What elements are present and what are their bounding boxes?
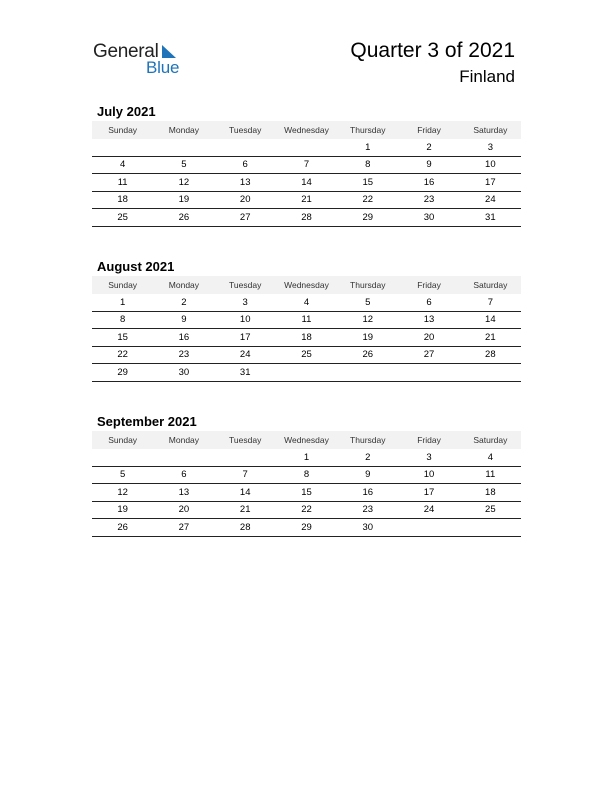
day-cell — [215, 449, 276, 466]
day-cell: 11 — [460, 466, 521, 484]
day-cell — [153, 139, 214, 156]
day-cell: 11 — [92, 174, 153, 192]
day-cell: 13 — [398, 311, 459, 329]
weekday-header: Monday — [153, 276, 214, 294]
weekday-header: Saturday — [460, 276, 521, 294]
country-name: Finland — [459, 67, 515, 86]
weekday-header: Tuesday — [215, 276, 276, 294]
day-cell: 19 — [92, 501, 153, 519]
day-cell: 17 — [398, 484, 459, 502]
week-row — [92, 519, 521, 537]
day-cell: 1 — [92, 294, 153, 311]
day-cell: 13 — [215, 174, 276, 192]
generalblue-logo — [93, 41, 193, 77]
calendar-table — [92, 276, 521, 382]
week-row — [92, 364, 521, 382]
day-cell: 6 — [398, 294, 459, 311]
week-row — [92, 191, 521, 209]
day-cell: 25 — [460, 501, 521, 519]
day-cell: 28 — [276, 209, 337, 227]
weekday-header: Monday — [153, 121, 214, 139]
week-row — [92, 311, 521, 329]
day-cell: 10 — [460, 156, 521, 174]
day-cell: 9 — [153, 311, 214, 329]
day-cell: 10 — [398, 466, 459, 484]
day-cell: 26 — [92, 519, 153, 537]
day-cell: 20 — [215, 191, 276, 209]
weekday-header-row — [92, 121, 521, 139]
day-cell: 2 — [153, 294, 214, 311]
weekday-header: Thursday — [337, 431, 398, 449]
day-cell — [276, 364, 337, 382]
day-cell: 20 — [398, 329, 459, 347]
day-cell — [92, 139, 153, 156]
day-cell: 12 — [337, 311, 398, 329]
weekday-header: Tuesday — [215, 121, 276, 139]
page-title: Quarter 3 of 2021 — [350, 39, 515, 62]
week-row — [92, 466, 521, 484]
weekday-header: Sunday — [92, 431, 153, 449]
day-cell — [153, 449, 214, 466]
weekday-header: Friday — [398, 431, 459, 449]
day-cell: 18 — [92, 191, 153, 209]
day-cell: 23 — [398, 191, 459, 209]
day-cell: 14 — [460, 311, 521, 329]
day-cell: 9 — [398, 156, 459, 174]
weekday-header: Friday — [398, 121, 459, 139]
day-cell: 3 — [460, 139, 521, 156]
week-row — [92, 156, 521, 174]
day-cell: 25 — [92, 209, 153, 227]
month-title: July 2021 — [97, 104, 156, 119]
day-cell: 14 — [215, 484, 276, 502]
day-cell: 10 — [215, 311, 276, 329]
day-cell: 30 — [398, 209, 459, 227]
day-cell: 13 — [153, 484, 214, 502]
day-cell — [337, 364, 398, 382]
day-cell: 21 — [215, 501, 276, 519]
day-cell: 7 — [215, 466, 276, 484]
day-cell: 29 — [276, 519, 337, 537]
day-cell: 31 — [460, 209, 521, 227]
day-cell: 1 — [337, 139, 398, 156]
weekday-header: Friday — [398, 276, 459, 294]
day-cell: 26 — [337, 346, 398, 364]
week-row — [92, 209, 521, 227]
day-cell: 6 — [215, 156, 276, 174]
day-cell: 5 — [92, 466, 153, 484]
day-cell: 29 — [92, 364, 153, 382]
day-cell: 22 — [92, 346, 153, 364]
day-cell: 3 — [215, 294, 276, 311]
week-row — [92, 329, 521, 347]
day-cell: 26 — [153, 209, 214, 227]
day-cell: 27 — [398, 346, 459, 364]
calendar-table — [92, 431, 521, 537]
day-cell: 27 — [153, 519, 214, 537]
weekday-header: Sunday — [92, 121, 153, 139]
day-cell: 15 — [337, 174, 398, 192]
day-cell: 12 — [92, 484, 153, 502]
day-cell — [276, 139, 337, 156]
day-cell: 16 — [337, 484, 398, 502]
day-cell: 16 — [398, 174, 459, 192]
weekday-header: Thursday — [337, 276, 398, 294]
day-cell — [215, 139, 276, 156]
weekday-header-row — [92, 276, 521, 294]
day-cell — [398, 519, 459, 537]
day-cell: 4 — [460, 449, 521, 466]
weekday-header: Tuesday — [215, 431, 276, 449]
day-cell: 18 — [460, 484, 521, 502]
week-row — [92, 139, 521, 156]
day-cell: 29 — [337, 209, 398, 227]
day-cell: 11 — [276, 311, 337, 329]
day-cell: 24 — [460, 191, 521, 209]
day-cell: 3 — [398, 449, 459, 466]
weekday-header-row — [92, 431, 521, 449]
day-cell: 2 — [398, 139, 459, 156]
month-calendar-july — [92, 103, 521, 227]
logo-text-general: General — [93, 41, 159, 62]
day-cell: 8 — [276, 466, 337, 484]
day-cell: 14 — [276, 174, 337, 192]
day-cell: 30 — [153, 364, 214, 382]
day-cell: 22 — [337, 191, 398, 209]
day-cell — [460, 519, 521, 537]
day-cell: 27 — [215, 209, 276, 227]
month-calendar-august — [92, 258, 521, 382]
weekday-header: Saturday — [460, 431, 521, 449]
weekday-header: Saturday — [460, 121, 521, 139]
day-cell: 24 — [215, 346, 276, 364]
day-cell: 15 — [92, 329, 153, 347]
month-calendar-september — [92, 413, 521, 537]
day-cell: 25 — [276, 346, 337, 364]
weekday-header: Monday — [153, 431, 214, 449]
week-row — [92, 174, 521, 192]
day-cell: 17 — [215, 329, 276, 347]
day-cell: 19 — [337, 329, 398, 347]
day-cell: 17 — [460, 174, 521, 192]
day-cell: 5 — [337, 294, 398, 311]
day-cell: 19 — [153, 191, 214, 209]
day-cell: 4 — [92, 156, 153, 174]
day-cell: 22 — [276, 501, 337, 519]
day-cell: 16 — [153, 329, 214, 347]
weekday-header: Wednesday — [276, 431, 337, 449]
day-cell: 21 — [276, 191, 337, 209]
day-cell: 28 — [215, 519, 276, 537]
day-cell: 8 — [92, 311, 153, 329]
day-cell: 8 — [337, 156, 398, 174]
weekday-header: Wednesday — [276, 121, 337, 139]
month-title: September 2021 — [97, 414, 197, 429]
day-cell: 7 — [460, 294, 521, 311]
week-row — [92, 449, 521, 466]
day-cell: 5 — [153, 156, 214, 174]
month-title: August 2021 — [97, 259, 175, 274]
day-cell: 15 — [276, 484, 337, 502]
week-row — [92, 484, 521, 502]
day-cell: 7 — [276, 156, 337, 174]
weekday-header: Sunday — [92, 276, 153, 294]
day-cell: 23 — [153, 346, 214, 364]
day-cell — [398, 364, 459, 382]
day-cell: 21 — [460, 329, 521, 347]
day-cell — [92, 449, 153, 466]
day-cell — [460, 364, 521, 382]
week-row — [92, 294, 521, 311]
day-cell: 2 — [337, 449, 398, 466]
day-cell: 28 — [460, 346, 521, 364]
weekday-header: Wednesday — [276, 276, 337, 294]
logo-text-blue: Blue — [146, 58, 180, 77]
day-cell: 6 — [153, 466, 214, 484]
day-cell: 18 — [276, 329, 337, 347]
calendar-table — [92, 121, 521, 227]
day-cell: 31 — [215, 364, 276, 382]
week-row — [92, 346, 521, 364]
day-cell: 24 — [398, 501, 459, 519]
day-cell: 23 — [337, 501, 398, 519]
day-cell: 1 — [276, 449, 337, 466]
week-row — [92, 501, 521, 519]
day-cell: 9 — [337, 466, 398, 484]
day-cell: 4 — [276, 294, 337, 311]
day-cell: 30 — [337, 519, 398, 537]
day-cell: 12 — [153, 174, 214, 192]
day-cell: 20 — [153, 501, 214, 519]
weekday-header: Thursday — [337, 121, 398, 139]
